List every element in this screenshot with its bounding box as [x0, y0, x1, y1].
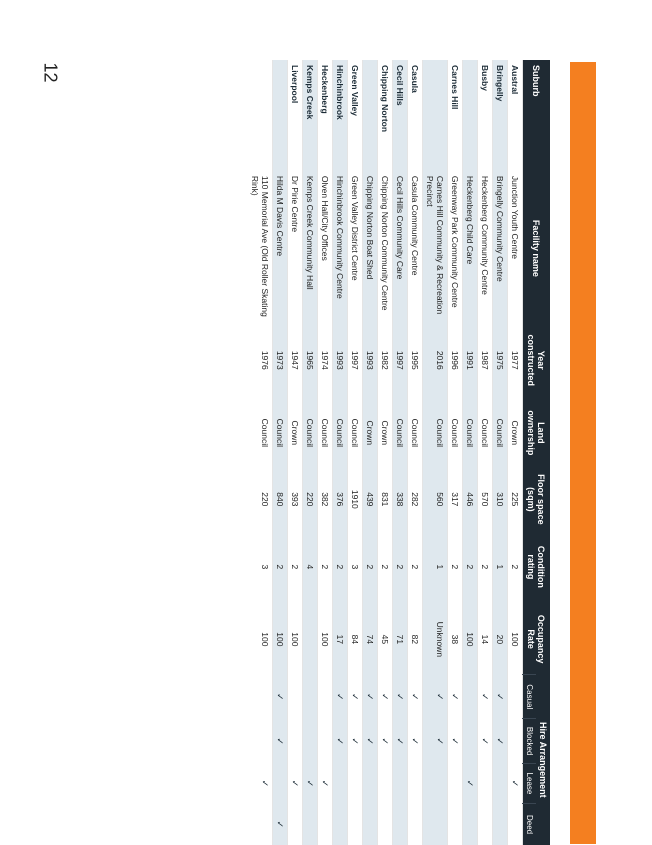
- check-icon: [288, 675, 303, 719]
- page-number: 12: [40, 62, 61, 83]
- table-row: [448, 60, 463, 845]
- table-row: [423, 60, 448, 845]
- check-icon: [303, 719, 318, 763]
- table-row: [378, 60, 393, 845]
- cell-suburb: Busby: [478, 60, 493, 173]
- check-icon: [348, 763, 363, 803]
- header-hire-lease: Lease: [523, 763, 537, 803]
- cell-occupancy: 17: [333, 604, 348, 675]
- check-icon: ✓: [318, 763, 333, 803]
- check-icon: ✓: [463, 763, 478, 803]
- cell-occupancy: 100: [508, 604, 523, 675]
- header-facility-name: Facility name: [523, 173, 551, 324]
- cell-condition: 2: [393, 530, 408, 605]
- check-icon: [478, 804, 493, 845]
- cell-condition: 2: [333, 530, 348, 605]
- check-icon: [273, 763, 288, 803]
- check-icon: [248, 675, 273, 719]
- cell-land: Council: [463, 397, 478, 470]
- header-hire-casual: Casual: [523, 675, 537, 719]
- cell-condition: 2: [378, 530, 393, 605]
- header-hire-blocked: Blocked: [523, 719, 537, 763]
- check-icon: [493, 763, 508, 803]
- check-icon: [248, 719, 273, 763]
- cell-floor: 840: [273, 469, 288, 529]
- cell-suburb: Chipping Norton: [378, 60, 393, 173]
- check-icon: ✓: [393, 719, 408, 763]
- cell-land: Council: [423, 397, 448, 470]
- cell-condition: 2: [363, 530, 378, 605]
- cell-suburb: [248, 60, 273, 173]
- cell-suburb: Liverpool: [288, 60, 303, 173]
- cell-year: 1996: [448, 324, 463, 397]
- check-icon: [463, 675, 478, 719]
- check-icon: [493, 804, 508, 845]
- cell-year: 1991: [463, 324, 478, 397]
- cell-occupancy: 84: [348, 604, 363, 675]
- check-icon: [318, 804, 333, 845]
- table-row: [288, 60, 303, 845]
- check-icon: ✓: [333, 719, 348, 763]
- cell-facility: Carnes Hill Community & Recreation Precinct: [423, 173, 448, 324]
- check-icon: [393, 804, 408, 845]
- check-icon: ✓: [363, 675, 378, 719]
- cell-floor: 560: [423, 469, 448, 529]
- cell-land: Council: [393, 397, 408, 470]
- check-icon: ✓: [478, 675, 493, 719]
- cell-facility: Hilda M Davis Centre: [273, 173, 288, 324]
- cell-facility: Greenway Park Community Centre: [448, 173, 463, 324]
- cell-condition: 2: [478, 530, 493, 605]
- header-year-constructed: Year constructed: [523, 324, 551, 397]
- cell-floor: 831: [378, 469, 393, 529]
- check-icon: [348, 804, 363, 845]
- cell-land: Crown: [508, 397, 523, 470]
- cell-year: 1997: [348, 324, 363, 397]
- check-icon: [288, 719, 303, 763]
- cell-year: 1947: [288, 324, 303, 397]
- cell-land: Council: [248, 397, 273, 470]
- cell-suburb: Casula: [408, 60, 423, 173]
- check-icon: [333, 763, 348, 803]
- cell-floor: 382: [318, 469, 333, 529]
- cell-suburb: [463, 60, 478, 173]
- header-occupancy-rate: Occupancy Rate: [523, 604, 551, 675]
- cell-condition: 1: [423, 530, 448, 605]
- cell-occupancy: 100: [463, 604, 478, 675]
- cell-land: Council: [303, 397, 318, 470]
- check-icon: ✓: [378, 719, 393, 763]
- cell-condition: 2: [463, 530, 478, 605]
- title-banner: [570, 62, 596, 844]
- cell-land: Council: [493, 397, 508, 470]
- check-icon: ✓: [348, 675, 363, 719]
- facilities-table: [248, 60, 550, 845]
- cell-occupancy: 100: [318, 604, 333, 675]
- cell-land: Crown: [378, 397, 393, 470]
- cell-year: 1993: [333, 324, 348, 397]
- table-row: [363, 60, 378, 845]
- cell-floor: 376: [333, 469, 348, 529]
- check-icon: ✓: [448, 719, 463, 763]
- cell-floor: 317: [448, 469, 463, 529]
- check-icon: ✓: [273, 675, 288, 719]
- table-row: [303, 60, 318, 845]
- check-icon: ✓: [393, 675, 408, 719]
- cell-occupancy: [303, 604, 318, 675]
- table-row: [333, 60, 348, 845]
- cell-land: Council: [478, 397, 493, 470]
- table-row: [393, 60, 408, 845]
- check-icon: [363, 763, 378, 803]
- cell-occupancy: 71: [393, 604, 408, 675]
- cell-facility: Kemps Creek Community Hall: [303, 173, 318, 324]
- cell-suburb: Austral: [508, 60, 523, 173]
- check-icon: ✓: [448, 675, 463, 719]
- check-icon: ✓: [363, 719, 378, 763]
- check-icon: [463, 719, 478, 763]
- cell-suburb: Carnes Hill: [448, 60, 463, 173]
- cell-year: 1982: [378, 324, 393, 397]
- cell-floor: 570: [478, 469, 493, 529]
- check-icon: [378, 804, 393, 845]
- cell-suburb: [363, 60, 378, 173]
- table-row: [478, 60, 493, 845]
- cell-condition: 2: [408, 530, 423, 605]
- check-icon: [408, 763, 423, 803]
- cell-year: 1995: [408, 324, 423, 397]
- cell-suburb: Cecil Hills: [393, 60, 408, 173]
- check-icon: ✓: [423, 719, 448, 763]
- check-icon: [248, 804, 273, 845]
- cell-condition: 3: [348, 530, 363, 605]
- cell-floor: 220: [248, 469, 273, 529]
- cell-facility: Chipping Norton Boat Shed: [363, 173, 378, 324]
- cell-land: Council: [448, 397, 463, 470]
- check-icon: ✓: [288, 763, 303, 803]
- cell-condition: 1: [493, 530, 508, 605]
- check-icon: [508, 719, 523, 763]
- cell-occupancy: Unknown: [423, 604, 448, 675]
- check-icon: ✓: [248, 763, 273, 803]
- cell-floor: 338: [393, 469, 408, 529]
- cell-year: 1997: [393, 324, 408, 397]
- cell-occupancy: 74: [363, 604, 378, 675]
- cell-suburb: Green Valley: [348, 60, 363, 173]
- check-icon: ✓: [493, 675, 508, 719]
- check-icon: [303, 675, 318, 719]
- cell-occupancy: 100: [273, 604, 288, 675]
- cell-facility: Casula Community Centre: [408, 173, 423, 324]
- check-icon: ✓: [333, 675, 348, 719]
- check-icon: ✓: [348, 719, 363, 763]
- cell-floor: 393: [288, 469, 303, 529]
- cell-facility: Chipping Norton Community Centre: [378, 173, 393, 324]
- cell-floor: 439: [363, 469, 378, 529]
- cell-year: 1974: [318, 324, 333, 397]
- cell-year: 1977: [508, 324, 523, 397]
- check-icon: [448, 804, 463, 845]
- cell-land: Council: [348, 397, 363, 470]
- check-icon: [393, 763, 408, 803]
- cell-floor: 1910: [348, 469, 363, 529]
- cell-occupancy: 100: [288, 604, 303, 675]
- check-icon: [463, 804, 478, 845]
- cell-floor: 220: [303, 469, 318, 529]
- cell-year: 1975: [493, 324, 508, 397]
- check-icon: ✓: [408, 719, 423, 763]
- cell-facility: Dr Pirie Centre: [288, 173, 303, 324]
- cell-facility: Hinchinbrook Community Centre: [333, 173, 348, 324]
- check-icon: [288, 804, 303, 845]
- header-hire-arrangement: Hire Arrangement: [536, 675, 550, 845]
- cell-condition: 2: [288, 530, 303, 605]
- check-icon: [508, 675, 523, 719]
- check-icon: ✓: [423, 675, 448, 719]
- facilities-table-wrapper: [96, 60, 570, 845]
- cell-year: 1973: [273, 324, 288, 397]
- cell-facility: Bringelly Community Centre: [493, 173, 508, 324]
- check-icon: [318, 719, 333, 763]
- cell-suburb: Kemps Creek: [303, 60, 318, 173]
- cell-floor: 446: [463, 469, 478, 529]
- cell-facility: Heckenberg Child Care: [463, 173, 478, 324]
- cell-land: Crown: [363, 397, 378, 470]
- check-icon: ✓: [378, 675, 393, 719]
- check-icon: ✓: [273, 804, 288, 845]
- table-row: [508, 60, 523, 845]
- header-condition-rating: Condition rating: [523, 530, 551, 605]
- table-row: [463, 60, 478, 845]
- cell-land: Council: [333, 397, 348, 470]
- table-row: [408, 60, 423, 845]
- check-icon: ✓: [508, 763, 523, 803]
- cell-condition: 2: [318, 530, 333, 605]
- check-icon: ✓: [303, 763, 318, 803]
- cell-condition: 2: [448, 530, 463, 605]
- check-icon: [363, 804, 378, 845]
- cell-condition: 2: [273, 530, 288, 605]
- cell-occupancy: 20: [493, 604, 508, 675]
- cell-facility: 110 Memorial Ave (Old Roller Skating Rink): [248, 173, 273, 324]
- check-icon: [478, 763, 493, 803]
- cell-suburb: Bringelly: [493, 60, 508, 173]
- check-icon: ✓: [478, 719, 493, 763]
- cell-year: 1976: [248, 324, 273, 397]
- cell-occupancy: 38: [448, 604, 463, 675]
- cell-floor: 282: [408, 469, 423, 529]
- cell-suburb: [273, 60, 288, 173]
- cell-occupancy: 45: [378, 604, 393, 675]
- cell-occupancy: 14: [478, 604, 493, 675]
- cell-facility: Cecil Hills Community Care: [393, 173, 408, 324]
- cell-facility: Green Valley District Centre: [348, 173, 363, 324]
- cell-occupancy: 82: [408, 604, 423, 675]
- cell-land: Council: [408, 397, 423, 470]
- cell-occupancy: 100: [248, 604, 273, 675]
- cell-condition: 4: [303, 530, 318, 605]
- cell-suburb: [423, 60, 448, 173]
- check-icon: ✓: [493, 719, 508, 763]
- cell-facility: Heckenberg Community Centre: [478, 173, 493, 324]
- check-icon: ✓: [408, 675, 423, 719]
- table-row: [318, 60, 333, 845]
- cell-floor: 225: [508, 469, 523, 529]
- table-title: Community Facilities - A Blueprint for a Modern Network of Community Facilities: [554, 241, 566, 664]
- header-suburb: Suburb: [523, 60, 551, 173]
- cell-suburb: Heckenberg: [318, 60, 333, 173]
- cell-suburb: Hinchinbrook: [333, 60, 348, 173]
- header-land-ownership: Land ownership: [523, 397, 551, 470]
- check-icon: ✓: [273, 719, 288, 763]
- cell-condition: 2: [508, 530, 523, 605]
- table-row: [348, 60, 363, 845]
- check-icon: [423, 804, 448, 845]
- check-icon: [378, 763, 393, 803]
- check-icon: [303, 804, 318, 845]
- header-floor-space: Floor space (sqm): [523, 469, 551, 529]
- check-icon: [318, 675, 333, 719]
- cell-facility: Olven Hall/City Offices: [318, 173, 333, 324]
- header-hire-deed: Deed: [523, 804, 537, 845]
- check-icon: [508, 804, 523, 845]
- cell-year: 1965: [303, 324, 318, 397]
- cell-facility: Junction Youth Centre: [508, 173, 523, 324]
- table-row: [493, 60, 508, 845]
- cell-land: Council: [318, 397, 333, 470]
- cell-condition: 3: [248, 530, 273, 605]
- check-icon: [423, 763, 448, 803]
- table-row: [248, 60, 273, 845]
- cell-year: 2016: [423, 324, 448, 397]
- cell-land: Council: [273, 397, 288, 470]
- cell-land: Crown: [288, 397, 303, 470]
- cell-floor: 310: [493, 469, 508, 529]
- table-row: [273, 60, 288, 845]
- check-icon: [408, 804, 423, 845]
- cell-year: 1993: [363, 324, 378, 397]
- cell-year: 1987: [478, 324, 493, 397]
- check-icon: [333, 804, 348, 845]
- check-icon: [448, 763, 463, 803]
